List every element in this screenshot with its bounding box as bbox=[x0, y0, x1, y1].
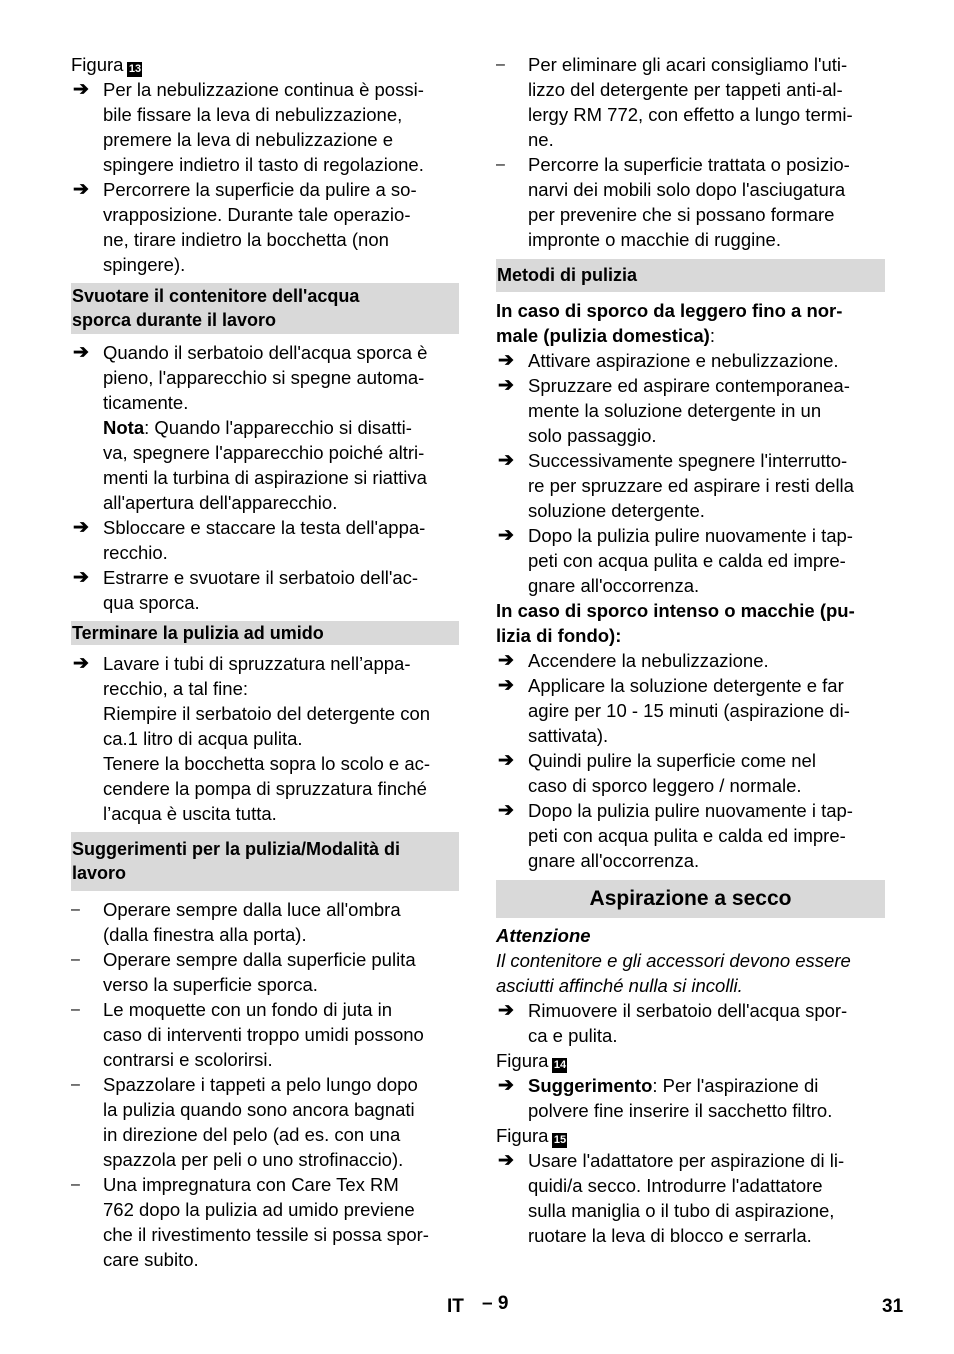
footer-language: IT bbox=[447, 1296, 464, 1317]
heading-finish-wet-cleaning: Terminare la pulizia ad umido bbox=[71, 621, 459, 645]
arrow-icon: ➔ bbox=[73, 517, 89, 538]
step-unlock-head: ➔ Sbloccare e staccare la testa dell'appa- recchio. bbox=[73, 517, 426, 563]
figure-13-badge: 13 bbox=[128, 63, 142, 75]
step-continuous-spray: ➔ Per la nebulizzazione continua è possi- bile fissare la leva di nebulizzazione, premere la leva di nebulizzazione e spingere indietro il tasto di regolazione. bbox=[73, 79, 424, 175]
arrow-icon: ➔ bbox=[498, 650, 514, 671]
attention-text: Il contenitore e gli accessori devono essere asciutti affinché nulla si incolli. bbox=[496, 950, 851, 996]
arrow-icon: ➔ bbox=[73, 342, 89, 363]
light-soil-heading: In caso di sporco da leggero fino a nor- male (pulizia domestica): bbox=[496, 300, 843, 346]
tip-item: – Spazzolare i tappeti a pelo lungo dopo la pulizia quando sono ancora bagnati in direzione del pelo (ad es. con una spazzola per peli o uno strofinaccio). bbox=[71, 1074, 418, 1170]
tip-item: – Le moquette con un fondo di juta in caso di interventi troppo umidi possono contrarsi e scolorirsi. bbox=[71, 999, 424, 1070]
left-column bbox=[71, 52, 459, 1272]
arrow-icon: ➔ bbox=[498, 450, 514, 471]
heading-cleaning-tips: Suggerimenti per la pulizia/Modalità di lavoro bbox=[71, 832, 459, 891]
arrow-icon: ➔ bbox=[73, 653, 89, 674]
heavy-soil-heading: In caso di sporco intenso o macchie (pu- lizia di fondo): bbox=[496, 600, 855, 646]
footer-page-number: 31 bbox=[882, 1296, 904, 1317]
step-wash-tubes: ➔ Lavare i tubi di spruzzatura nell’appa- recchio, a tal fine: Riempire il serbatoio del detergente con ca.1 litro di acqua pulita. Tenere la bocchetta sopra lo scolo e ac- cendere la pompa di spruzzatura finché l’acqua è uscita tutta. bbox=[73, 653, 431, 824]
heavy-step: ➔ Applicare la soluzione detergente e far agire per 10 - 15 minuti (aspirazione di- sattivata). bbox=[498, 675, 850, 746]
arrow-icon: ➔ bbox=[73, 179, 89, 200]
tip-item: – Operare sempre dalla luce all'ombra (dalla finestra alla porta). bbox=[71, 899, 401, 945]
footer-section-page: – 9 bbox=[482, 1293, 509, 1314]
attention-label: Attenzione bbox=[496, 925, 591, 946]
figure-15-badge: 15 bbox=[553, 1134, 567, 1146]
tips-list bbox=[71, 897, 459, 1272]
arrow-icon: ➔ bbox=[498, 1075, 514, 1096]
figure-15-ref: Figura 15 bbox=[496, 1125, 567, 1146]
heavy-step: ➔ Accendere la nebulizzazione. bbox=[498, 650, 769, 671]
arrow-icon: ➔ bbox=[498, 750, 514, 771]
figure-14-ref: Figura 14 bbox=[496, 1050, 567, 1071]
arrow-icon: ➔ bbox=[498, 525, 514, 546]
step-adapter: ➔ Usare l'adattatore per aspirazione di li- quidi/a secco. Introdurre l'adattatore sulla maniglia o il tubo di aspirazione, ruotare la leva di blocco e serrarla. bbox=[498, 1150, 845, 1246]
heavy-step: ➔ Dopo la pulizia pulire nuovamente i tap- peti con acqua pulita e calda ed impre- gnare all'occorrenza. bbox=[498, 800, 853, 871]
right-column bbox=[496, 52, 885, 1248]
arrow-icon: ➔ bbox=[498, 1000, 514, 1021]
heading-cleaning-methods: Metodi di pulizia bbox=[496, 259, 885, 292]
figure-14-badge: 14 bbox=[553, 1059, 567, 1071]
arrow-icon: ➔ bbox=[498, 800, 514, 821]
tip-item: – Una impregnatura con Care Tex RM 762 dopo la pulizia ad umido previene che il rivestimento tessile si possa spor- care subito. bbox=[71, 1174, 429, 1270]
figure-13-ref: Figura 13 bbox=[71, 54, 142, 75]
arrow-icon: ➔ bbox=[498, 350, 514, 371]
heading-empty-dirty-water: Svuotare il contenitore dell'acqua sporca durante il lavoro bbox=[71, 283, 459, 334]
tip-label: Suggerimento bbox=[528, 1075, 653, 1096]
light-step: ➔ Successivamente spegnere l'interrutto- re per spruzzare ed aspirare i resti della soluzione detergente. bbox=[498, 450, 854, 521]
note-label: Nota bbox=[103, 417, 145, 438]
step-overlap-pass: ➔ Percorrere la superficie da pulire a so- vrapposizione. Durante tale operazio- ne, tirare indietro la bocchetta (non spingere). bbox=[73, 179, 417, 275]
light-step: ➔ Attivare aspirazione e nebulizzazione. bbox=[498, 350, 839, 371]
heading-dry-vacuuming: Aspirazione a secco bbox=[496, 880, 885, 918]
heavy-step: ➔ Quindi pulire la superficie come nel caso di sporco leggero / normale. bbox=[498, 750, 816, 796]
arrow-icon: ➔ bbox=[73, 79, 89, 100]
tip-item: – Per eliminare gli acari consigliamo l'uti- lizzo del detergente per tappeti anti-al- lergy RM 772, con effetto a lungo termi- ne. bbox=[496, 54, 853, 150]
tip-item: – Operare sempre dalla superficie pulita verso la superficie sporca. bbox=[71, 949, 416, 995]
light-step: ➔ Spruzzare ed aspirare contemporanea- mente la soluzione detergente in un solo passaggio. bbox=[498, 375, 850, 446]
arrow-icon: ➔ bbox=[498, 375, 514, 396]
step-remove-tank: ➔ Estrarre e svuotare il serbatoio dell'ac- qua sporca. bbox=[73, 567, 419, 613]
step-remove-tanks: ➔ Rimuovere il serbatoio dell'acqua spor- ca e pulita. bbox=[498, 1000, 848, 1046]
tip-item: – Percorre la superficie trattata o posizio- narvi dei mobili solo dopo l'asciugatura per prevenire che si possano formare impronte o macchie di ruggine. bbox=[496, 154, 850, 250]
step-full-tank: ➔ Quando il serbatoio dell'acqua sporca è pieno, l'apparecchio si spegne automa- ticamente. Nota: Quando l'apparecchio si disatti- va, spegnere l'apparecchio poiché altri- menti la turbina di aspirazione si riattiva all'apertura dell'apparecchio. bbox=[73, 342, 428, 513]
light-step: ➔ Dopo la pulizia pulire nuovamente i tap- peti con acqua pulita e calda ed impre- gnare all'occorrenza. bbox=[498, 525, 853, 596]
arrow-icon: ➔ bbox=[73, 567, 89, 588]
arrow-icon: ➔ bbox=[498, 1150, 514, 1171]
step-filter-bag: ➔ Suggerimento: Per l'aspirazione di polvere fine inserire il sacchetto filtro. bbox=[498, 1075, 833, 1121]
arrow-icon: ➔ bbox=[498, 675, 514, 696]
